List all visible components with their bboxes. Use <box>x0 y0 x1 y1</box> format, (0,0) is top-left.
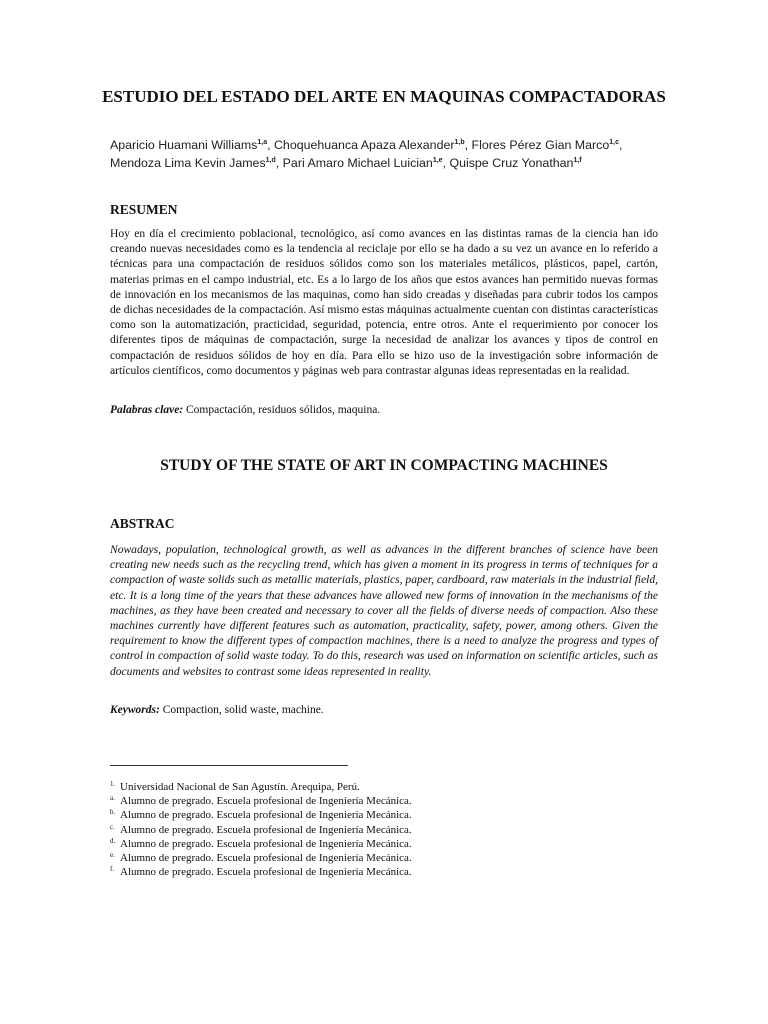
spanish-title: ESTUDIO DEL ESTADO DEL ARTE EN MAQUINAS COMPACTADORAS <box>102 87 666 106</box>
footnote: f. Alumno de pregrado. Escuela profesional de Ingeniería Mecánica. <box>110 865 412 879</box>
footnotes <box>110 780 670 879</box>
abstract-heading: ABSTRAC <box>110 516 175 531</box>
resumen-body: Hoy en día el crecimiento poblacional, tecnológico, así como avances en las distintas ramas de la ciencia han ido creando nuevas necesidades como es la tendencia al reciclaje por ello se ha dado a su vez un avance en lo referido a técnicas para una compactación de residuos sólidos como son los materiales metálicos, plásticos, papel, cartón, materias primas en el campo industrial, etc. Es a lo largo de los años que estos avances han permitido nuevas formas de innovación en los mecanismos de las maquinas, como han sido creadas y diseñadas para cubrir todos los campos de dichas necesidades de la compactación. Así mismo estas máquinas actualmente cuentan con distintas características como son la automatización, practicidad, seguridad, potencia, entre otros. Ante el requerimiento por conocer los diferentes tipos de máquinas de compactación, surge la necesidad de analizar los avances y tipos de control en compactación de residuos sólidos de hoy en día. Para ello se hizo uso de la investigación sobre información de artículos científicos, como documentos y páginas web para contrastar algunas ideas representadas en la realidad. <box>110 228 658 377</box>
palabras-clave-label: Palabras clave: <box>110 404 184 416</box>
author-list <box>110 136 670 172</box>
abstract-body: Nowadays, population, technological growth, as well as advances in the different branches of science have been creating new needs such as the recycling trend, which has given a moment in its progress in terms of techniques for a compaction of waste solids such as metallic materials, plastics, paper, cardboard, raw materials in the industrial field, etc. It is a long time of the years that these advances have allowed new forms of innovation in the mechanisms of the machines, as they have been created and necessary to cover all the fields of diverse needs of compaction. Also these machines currently have different features such as automation, practicality, safety, power, among others. Given the requirement to know the different types of compaction machines, there is a need to analyze the progress and types of control in compaction of solid waste today. To do this, research was used on information on scientific articles, such as documents and websites to contrast some ideas represented in reality. <box>110 544 658 678</box>
palabras-clave <box>110 404 380 416</box>
footnote: d. Alumno de pregrado. Escuela profesional de Ingeniería Mecánica. <box>110 836 412 850</box>
author: Mendoza Lima Kevin James$^{1,d}$, <box>110 156 283 170</box>
keywords-label: Keywords: <box>110 704 160 716</box>
resumen-heading: RESUMEN <box>110 202 178 217</box>
keywords <box>110 704 324 716</box>
footnote-divider <box>110 765 348 766</box>
author: Aparicio Huamani Williams$^{1,a}$, <box>110 138 274 152</box>
footnote: c. Alumno de pregrado. Escuela profesional de Ingeniería Mecánica. <box>110 822 412 836</box>
footnote: 1. Universidad Nacional de San Agustín. Arequipa, Perú. <box>110 780 360 793</box>
keywords-text: Compaction, solid waste, machine. <box>159 704 324 716</box>
english-title: STUDY OF THE STATE OF ART IN COMPACTING MACHINES <box>160 457 608 474</box>
footnote: b. Alumno de pregrado. Escuela profesional de Ingeniería Mecánica. <box>110 808 412 822</box>
footnote: e. Alumno de pregrado. Escuela profesional de Ingeniería Mecánica. <box>110 851 412 865</box>
author: Flores Pérez Gian Marco$^{1,c}$, <box>471 138 623 152</box>
footnote: a. Alumno de pregrado. Escuela profesional de Ingeniería Mecánica. <box>110 794 412 808</box>
palabras-clave-text: Compactación, residuos sólidos, maquina. <box>183 404 381 416</box>
author: Choquehuanca Apaza Alexander$^{1,b}$, <box>273 138 472 152</box>
author: Quispe Cruz Yonathan$^{1,f}$ <box>449 156 582 170</box>
author: Pari Amaro Michael Luician$^{1,e}$, <box>282 156 450 170</box>
